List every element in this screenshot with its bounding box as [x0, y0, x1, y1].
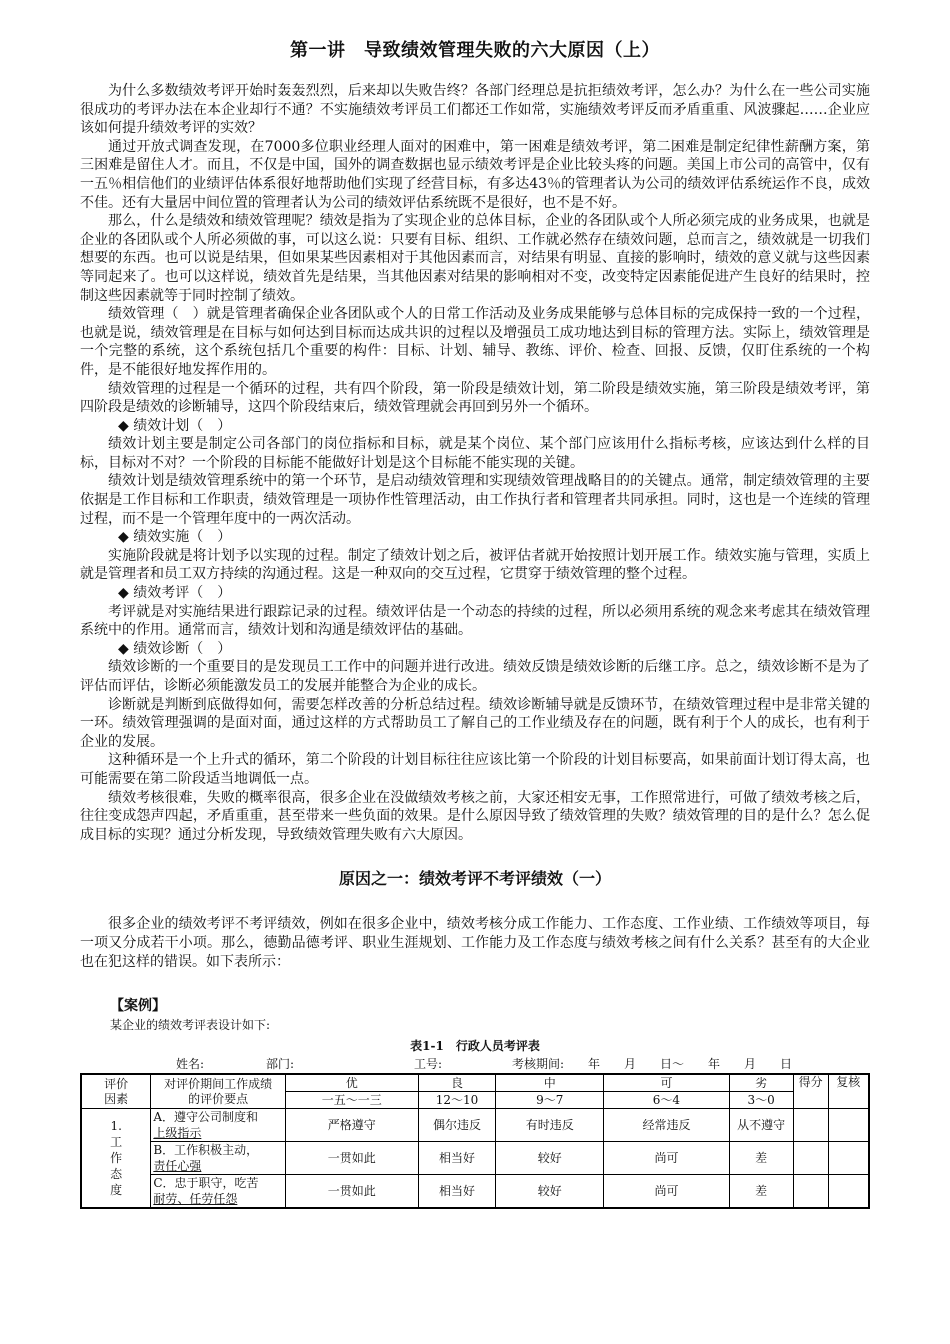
header-score: 得分: [793, 1074, 828, 1109]
review-cell: [828, 1175, 869, 1209]
paragraph: 那么，什么是绩效和绩效管理呢？绩效是指为了实现企业的总体目标，企业的各团队或个人所必须完成的业务成果，也就是企业的各团队或个人所必须做的事，可以这么说：只要有目标、组织、工作就必然存在绩效问题，总而言之，绩效就是一切我们想要的东西。也可以说是结果，但如果某些因素相对于其他因素而言，对结果有明显、直接的影响时，绩效的意义就与这些因素等同起来了。也可以这样说，绩效首先是结果，当其他因素对结果的影响相对不变，改变特定因素能促进产生良好的结果时，控制这些因素就等于同时控制了绩效。: [80, 213, 870, 304]
header-range: 6～4: [604, 1092, 730, 1109]
grade-cell: 有时违反: [496, 1109, 604, 1142]
grade-cell: 相当好: [418, 1142, 496, 1175]
table-header-row: [81, 1074, 869, 1092]
grade-cell: 偶尔违反: [418, 1109, 496, 1142]
grade-cell: 从不遵守: [729, 1109, 793, 1142]
criteria-cell: B．工作积极主动， 责任心强: [151, 1142, 286, 1175]
paragraph: 考评就是对实施结果进行跟踪记录的过程。绩效评估是一个动态的持续的过程，所以必须用系统的观念来考虑其在绩效管理系统中的作用。通常而言，绩效计划和沟通是绩效评估的基础。: [80, 603, 870, 639]
section-paragraph: 很多企业的绩效考评不考评绩效，例如在很多企业中，绩效考核分成工作能力、工作态度、工作业绩、工作绩效等项目，每一项又分成若干小项。那么，德勤品德考评、职业生涯规划、工作能力及工作态度与绩效考核之间有什么关系？甚至有的大企业也在犯这样的错误。如下表所示：: [80, 916, 870, 970]
header-grade: 优: [285, 1074, 418, 1092]
header-review: 复核: [828, 1074, 869, 1109]
bullet-heading: ◆ 绩效实施（ ）: [118, 529, 232, 546]
paragraph: 通过开放式调查发现，在7000多位职业经理人面对的困难中，第一困难是绩效考评，第二困难是制定纪律性薪酬方案，第三困难是留住人才。而且，不仅是中国，国外的调查数据也显示绩效考评是企业比较头疼的问题。美国上市公司的高管中，仅有一五％相信他们的业绩评估体系很好地帮助他们实现了经营目标，有多达43％的管理者认为公司的绩效评估系统运作不良，成效不佳。还有大量居中间位置的管理者认为公司的绩效评估系统既不是很好，也不是不好。: [80, 138, 870, 211]
score-cell: [793, 1175, 828, 1209]
paragraph: 绩效考核很难，失败的概率很高，很多企业在没做绩效考核之前，大家还相安无事，工作照常进行，可做了绩效考核之后，往往变成怨声四起，矛盾重重，甚至带来一些负面的效果。是什么原因导致了绩效管理的失败？绩效管理的目的是什么？怎么促成目标的实现？通过分析发现，导致绩效管理失败有六大原因。: [80, 789, 870, 843]
table-row: [81, 1109, 869, 1142]
header-factor: 评价 因素: [81, 1074, 151, 1109]
table-row: [81, 1175, 869, 1209]
grade-cell: 差: [729, 1175, 793, 1209]
header-grade: 可: [604, 1074, 730, 1092]
paragraph: 为什么多数绩效考评开始时轰轰烈烈，后来却以失败告终？各部门经理总是抗拒绩效考评，怎么办？为什么在一些公司实施很成功的考评办法在本企业却行不通？不实施绩效考评员工们都还工作如常，实施绩效考评反而矛盾重重、风波骤起……企业应该如何提升绩效考评的实效？: [80, 83, 870, 137]
header-grade: 良: [418, 1074, 496, 1092]
paragraph: 绩效计划主要是制定公司各部门的岗位指标和目标，就是某个岗位、某个部门应该用什么指标考核，应该达到什么样的目标，目标对不对？一个阶段的目标能不能做好计划是这个目标能不能实现的关键。: [80, 436, 870, 471]
bullet-heading: ◆ 绩效诊断（ ）: [118, 640, 232, 657]
page-title: 第一讲 导致绩效管理失败的六大原因（上）: [290, 40, 660, 61]
grade-cell: 较好: [496, 1142, 604, 1175]
header-range: 一五～一三: [285, 1092, 418, 1109]
grade-cell: 经常违反: [604, 1109, 730, 1142]
header-range: 9～7: [496, 1092, 604, 1109]
meta-name: 姓名:: [176, 1057, 205, 1072]
paragraph: 绩效管理的过程是一个循环的过程，共有四个阶段，第一阶段是绩效计划，第二阶段是绩效实施，第三阶段是绩效考评，第四阶段是绩效的诊断辅导，这四个阶段结束后，绩效管理就会再回到另外一个循环。: [80, 380, 870, 416]
meta-period: 考核期间: 年 月 日～ 年 月 日: [512, 1057, 793, 1072]
document-page: [80, 30, 870, 1209]
grade-cell: 相当好: [418, 1175, 496, 1209]
criteria-cell: A．遵守公司制度和 上级指示: [151, 1109, 286, 1142]
paragraph: 诊断就是判断到底做得如何，需要怎样改善的分析总结过程。绩效诊断辅导就是反馈环节，在绩效管理过程中是非常关键的一环。绩效管理强调的是面对面，通过这样的方式帮助员工了解自己的工作业绩及存在的问题，既有利于个人的成长，也有利于企业的发展。: [80, 696, 870, 750]
paragraph: 这种循环是一个上升式的循环，第二个阶段的计划目标往往应该比第一个阶段的计划目标要高，如果前面计划订得太高，也可能需要在第二阶段适当地调低一点。: [80, 752, 870, 787]
grade-cell: 一贯如此: [285, 1175, 418, 1209]
table-row: [81, 1142, 869, 1175]
criteria-cell: C．忠于职守，吃苦 耐劳、任劳任怨: [151, 1175, 286, 1209]
paragraph: 绩效计划是绩效管理系统中的第一个环节，是启动绩效管理和实现绩效管理战略目的的关键点。通常，制定绩效管理的主要依据是工作目标和工作职责，绩效管理是一项协作性管理活动，由工作执行者和管理者共同承担。同时，这也是一个连续的管理过程，而不是一个管理年度中的一两次活动。: [80, 473, 870, 527]
grade-cell: 差: [729, 1142, 793, 1175]
paragraph: 实施阶段就是将计划予以实现的过程。制定了绩效计划之后，被评估者就开始按照计划开展工作。绩效实施与管理，实质上就是管理者和员工双方持续的沟通过程。这是一种双向的交互过程，它贯穿于绩效管理的整个过程。: [80, 547, 870, 583]
table-meta: [80, 1055, 870, 1072]
case-subtitle: 某企业的绩效考评表设计如下:: [110, 1018, 271, 1033]
table-caption: 表1-1 行政人员考评表: [410, 1039, 540, 1054]
paragraph: 绩效管理（ ）就是管理者确保企业各团队或个人的日常工作活动及业务成果能够与总体目标的完成保持一致的一个过程，也就是说，绩效管理是在目标与如何达到目标而达成共识的过程以及增强员工成功地达到目标的管理方法。实际上，绩效管理是一个完整的系统，这个系统包括几个重要的构件：目标、计划、辅导、教练、评价、检查、回报、反馈，仅盯住系统的一个构件，是不能很好地发挥作用的。: [80, 306, 870, 378]
grade-cell: 尚可: [604, 1175, 730, 1209]
grade-cell: 较好: [496, 1175, 604, 1209]
header-criteria: 对评价期间工作成绩 的评价要点: [151, 1074, 286, 1109]
bullet-heading: ◆ 绩效计划（ ）: [118, 417, 232, 434]
score-cell: [793, 1142, 828, 1175]
header-range: 3～0: [729, 1092, 793, 1109]
meta-dept: 部门:: [266, 1057, 295, 1072]
review-cell: [828, 1109, 869, 1142]
bullet-heading: ◆ 绩效考评（ ）: [118, 585, 232, 602]
meta-id: 工号:: [414, 1057, 443, 1072]
header-grade: 劣: [729, 1074, 793, 1092]
score-cell: [793, 1109, 828, 1142]
evaluation-table: [80, 1073, 870, 1209]
grade-cell: 严格遵守: [285, 1109, 418, 1142]
group-cell: 1. 工 作 态 度: [81, 1109, 151, 1209]
header-grade: 中: [496, 1074, 604, 1092]
header-range: 12～10: [418, 1092, 496, 1109]
section-title: 原因之一：绩效考评不考评绩效（一）: [338, 869, 611, 889]
grade-cell: 一贯如此: [285, 1142, 418, 1175]
body-text: [80, 82, 870, 844]
case-title: 【案例】: [110, 998, 166, 1015]
review-cell: [828, 1142, 869, 1175]
grade-cell: 尚可: [604, 1142, 730, 1175]
paragraph: 绩效诊断的一个重要目的是发现员工工作中的问题并进行改进。绩效反馈是绩效诊断的后继工序。总之，绩效诊断不是为了评估而评估，诊断必须能激发员工的发展并能整合为企业的成长。: [80, 659, 870, 694]
